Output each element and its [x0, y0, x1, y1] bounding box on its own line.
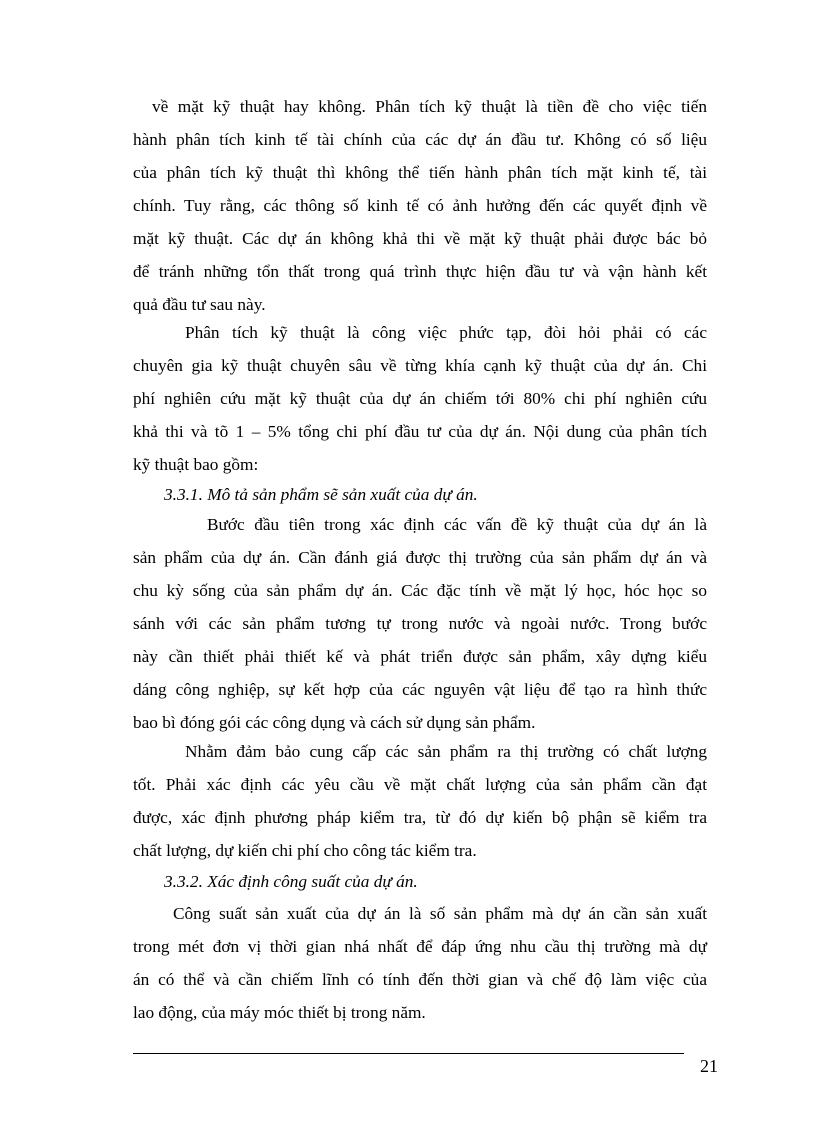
paragraph-1-line-6: để tránh những tổn thất trong quá trình thực hiện đầu tư và vận hành kết — [133, 262, 707, 281]
paragraph-2-line-4: khả thi và tõ 1 – 5% tổng chi phí đầu tư của dự án. Nội dung của phân tích — [133, 422, 707, 441]
paragraph-2-line-3: phí nghiên cứu mặt kỹ thuật của dự án chiếm tới 80% chi phí nghiên cứu — [133, 389, 707, 408]
paragraph-3-line-4: sánh với các sản phẩm tương tự trong nước và ngoài nước. Trong bước — [133, 614, 707, 633]
paragraph-2-line-1: Phân tích kỹ thuật là công việc phức tạp, đòi hỏi phải có các — [185, 323, 707, 342]
paragraph-1-line-2: hành phân tích kinh tế tài chính của các dự án đầu tư. Không có số liệu — [133, 130, 707, 149]
paragraph-3-line-1: Bước đầu tiên trong xác định các vấn đề kỹ thuật của dự án là — [207, 515, 707, 534]
paragraph-5-line-4: lao động, của máy móc thiết bị trong năm. — [133, 1003, 426, 1022]
paragraph-1-line-3: của phân tích kỹ thuật thì không thể tiến hành phân tích mặt kinh tế, tài — [133, 163, 707, 182]
page-number: 21 — [700, 1056, 718, 1076]
paragraph-1-line-5: mặt kỹ thuật. Các dự án không khả thi về mặt kỹ thuật phải được bác bỏ — [133, 229, 707, 248]
paragraph-3-line-6: dáng công nghiệp, sự kết hợp của các nguyên vật liệu để tạo ra hình thức — [133, 680, 707, 699]
paragraph-4-line-3: được, xác định phương pháp kiểm tra, từ đó dự kiến bộ phận sẽ kiểm tra — [133, 808, 707, 827]
section-heading-3-3-1: 3.3.1. Mô tả sản phẩm sẽ sản xuất của dự án. — [164, 485, 478, 504]
footer-rule — [133, 1053, 684, 1054]
paragraph-2-line-5: kỹ thuật bao gồm: — [133, 455, 259, 474]
paragraph-2-line-2: chuyên gia kỹ thuật chuyên sâu về từng khía cạnh kỹ thuật của dự án. Chi — [133, 356, 707, 375]
paragraph-3-line-3: chu kỳ sống của sản phẩm dự án. Các đặc tính về mặt lý học, hóc học so — [133, 581, 707, 600]
paragraph-3-line-5: này cần thiết phải thiết kế và phát triển được sản phẩm, xây dựng kiểu — [133, 647, 707, 666]
paragraph-4-line-4: chất lượng, dự kiến chi phí cho công tác kiểm tra. — [133, 841, 477, 860]
paragraph-4-line-1: Nhằm đảm bảo cung cấp các sản phẩm ra thị trường có chất lượng — [185, 742, 707, 761]
paragraph-5-line-2: trong mét đơn vị thời gian nhá nhất để đáp ứng nhu cầu thị trường mà dự — [133, 937, 707, 956]
paragraph-5-line-1: Công suất sản xuất của dự án là số sản phẩm mà dự án cần sản xuất — [173, 904, 707, 923]
section-heading-3-3-2: 3.3.2. Xác định công suất của dự án. — [164, 872, 418, 891]
paragraph-5-line-3: án có thể và cần chiếm lĩnh có tính đến thời gian và chế độ làm việc của — [133, 970, 707, 989]
paragraph-3-line-7: bao bì đóng gói các công dụng và cách sử dụng sản phẩm. — [133, 713, 536, 732]
paragraph-1-line-7: quả đầu tư sau này. — [133, 295, 266, 314]
paragraph-1-line-4: chính. Tuy rằng, các thông số kinh tế có ảnh hưởng đến các quyết định về — [133, 196, 707, 215]
paragraph-1-line-1: về mặt kỹ thuật hay không. Phân tích kỹ thuật là tiền đề cho việc tiến — [152, 97, 707, 116]
paragraph-3-line-2: sản phẩm của dự án. Cần đánh giá được thị trường của sản phẩm dự án và — [133, 548, 707, 567]
paragraph-4-line-2: tốt. Phải xác định các yêu cầu về mặt chất lượng của sản phẩm cần đạt — [133, 775, 707, 794]
